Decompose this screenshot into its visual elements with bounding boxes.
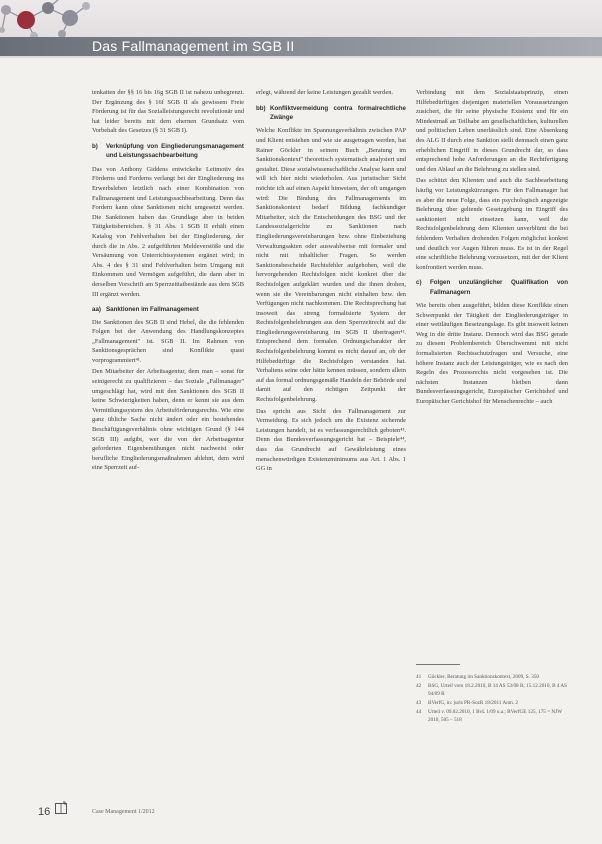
- subheading-bb: [256, 104, 406, 123]
- footnote-divider: [416, 664, 460, 665]
- subheading-aa: [92, 305, 244, 314]
- subheading-number: bb): [256, 104, 266, 112]
- footnote-number: 42: [416, 682, 422, 689]
- paragraph: erlegt, während der keine Leistungen gezahlt werden.: [256, 89, 393, 96]
- footnote: [416, 699, 568, 707]
- text-column-3: [416, 88, 568, 409]
- subheading-number: c): [416, 279, 422, 287]
- footnote-number: 44: [416, 708, 422, 715]
- paragraph: tenkatten der §§ 16 bis 16g SGB II ist nahezu unbegrenzt. Der Ergänzung des § 16f SGB II als gewissem Freie Förderung ist für das Sozialleistungsrecht revolutionär und hat leider bereits mit dem ehernen Grundsatz vom Vorbehalt des Gesetzes (§ 31 SGB I).: [92, 89, 244, 135]
- paragraph: Das schützt den Klienten und auch die Sachbearbeitung häufig vor Leistungskürzungen. Für den Fallmanager hat es aber die neue Folge, dass ein psychologisch angezeigte Belehrung über geltende Gesetzgebung im Eingriff des sanktioniert nicht einsetzen kann, weil die Rechtsfolgenbelehrung dem Klienten unverblümt die bei fehlendem Verhalten drohenden Folgen möglichst konkret und deutlich vor Augen führen muss. Es ist in der Regel eine schriftliche Belehrung vorzusetzen, mit der der Klient konfrontiert werden muss.: [416, 177, 568, 271]
- journal-name: Case Management 1/2012: [92, 809, 155, 815]
- footnote-text: Urteil v. 09.02.2010, 1 BvL 1/09 u.a.; BVerfGE 125, 175 = NJW 2010, 505 – 518: [428, 708, 562, 723]
- text-column-2: [256, 88, 406, 476]
- subheading-text: Sanktionen im Fallmanagement: [106, 306, 199, 314]
- page-number: 16: [38, 806, 51, 818]
- text-column-1: [92, 88, 244, 475]
- paragraph: Das von Anthony Giddens entwickelte Leitmotiv des Förderns und Forderns verlangt bei der Eingliederung ins Erwerbsleben letztlich nach einer Kombination von Fallmanagement und Leistungssachbearbeitung. Denn das Fordern kann ohne Sanktionen nicht umgesetzt werden. Die Sanktionen haben das Grundlage aber in beiden Tätigkeitsbereichen. § 31 Abs. 1 SGB II erhält einen Katalog von Fehlverhalten bei der Eingliederung, der durch die in Abs. 2 aufgeführten Meldeverstöße und die Versäumung von Unterrichtssystemen ergänzt wird; in Abs. 4 des § 31 sind Fehlverhalten beim Umgang mit Einkommen und Vermögen aufgeführt, die dann aber in derselben Vorschrift am Sperrzeittatbestände aus dem SGB III ergänzt werden.: [92, 165, 244, 298]
- paragraph: Wie bereits oben ausgeführt, bilden diese Konflikte einen Schwerpunkt der Tätigkeit der Eingliederungsträger in einer weitläufigen Besetzungslage. Es gibt insoweit keinen Weg in die dritte Instanz. Dennoch wird das BSG gerade zu diesem Problembereich Überschwemmt mit nicht formalisierten Rechtsschutzfragen und Versuche, eine höhere Instanz auch der Leistungsträger, wie es nach den Regeln des Prozessrechts nicht vorgesehen ist. Die nächsten Instanzen bleiben dann Bundesverfassungsgericht, Europäischer Gerichtshof und Europäischer Gerichtshof für Menschenrechte – auch: [416, 302, 568, 406]
- footnote: [416, 708, 568, 725]
- subheading-b: [92, 142, 244, 161]
- footnote-number: 41: [416, 674, 422, 680]
- header-banner: [0, 0, 602, 58]
- paragraph: Verbindung mit dem Sozialstaatsprinzip, einen Hilfebedürftigen diejenigen materiellen Voraussetzungen zusichert, die für seine physische Existenz und für ein Mindestmaß an Teilhabe am gesellschaftlichen, kulturellen und politischen Leben unerlässlich sind. Eine Absenkung des ALG II durch eine Sanktion stellt demnach einen ganz erheblichen Eingriff in dieses Grundrecht dar, so dass entsprechend hohe Anforderungen an die Rechtfertigung und den Ablauf an die Belehrung zu stellen sind.: [416, 89, 568, 173]
- subheading-text: Verknüpfung von Eingliederungsmanagement und Leistungssachbearbeitung: [106, 142, 244, 160]
- paragraph: Welche Konflikte im Spannungsverhältnis zwischen PAP und Klient entstehen und wie sie ausgetragen werden, hat Rainer Göckler in seinem Buch „Beratung im Sanktionskontext" theoretisch systematisch analysiert und gestaltet. Diese sozialwissenschaftliche Analyse kann und will ich hier nicht wiederholen. Aus juristischer Sicht möchte ich auf einen Aspekt hinweisen, der oft umgangen wird: Die Bindung des Fallmanagements im Sanktionskontext bedarf Bildung fachkundiger Mitarbeiter, sich die Entscheidungen des BSG und der Landessozialgerichte zu Sanktionen nach Eingliederungsvereinbarungen bzw. ohne Einbeziehung Verwaltungsakten oder auswahlweise mit formaler und nicht mit inhaltlicher Fragen. So werden Sanktionsbescheide Rechtsfehler aufgehoben, weil die hervorgehenden Rechtsfolgen nicht konkret über die Rechtsfolgen aufgeklärt wurden und die ihnen drohen, wenn sie die Vereinbarungen nicht einhalten bzw. den Verfügungen nicht nachkommen. Die Rechtsprechung hat insoweit das streng formalisierte System der Rechtsfolgenbelehrungen aus dem Sperrzeitrecht auf die Eingliederungsvereinbarung im SGB II übertragen⁴². Entsprechend dem formalen Ordnungscharakter der Rechtsfolgenbelehrung kommt es nicht darauf an, ob der Hilfebedürftige die Rechtsfolgen verstanden hat. Verhaltens seine oder hätte kennen müssen, sondern allein auf das formal ordnungsgemäße Handeln der Behörde und damit auf den richtigen Zeitpunkt der Rechtsfolgenbelehrung.: [256, 127, 406, 404]
- subheading-text: Folgen unzulänglicher Qualifikation von Fallmanagern: [430, 279, 568, 296]
- footnotes: [416, 664, 568, 725]
- footnote-number: 43: [416, 699, 422, 706]
- subheading-text: Konfliktvermeidung contra formalrechtliche Zwänge: [270, 104, 406, 121]
- footnote-text: BVerfG, in: juris PR-SozR 18/2011 Anm. 2: [428, 699, 519, 706]
- paragraph: Den Mitarbeiter der Arbeitsagentur, dem man – sonst für seinigerecht zu qualifizieren – das Soziale „Fallmanager" umgeschlägt hat, wird mit den Sanktionen des SGB II keine Schwierigkeiten haben, denn er kennt sie aus dem Vermittlungssystem des Arbeitsförderungsrechts. Wie eine ganz übliche Sache nicht ändert oder ein bestehendes Beschäftigungsverhältnis ohne wichtigen Grund (§ 144 SGB III) aufgibt, wer die von der Arbeitsagentur geforderten Eigenbemühungen nicht nachweist oder berufliche Eingliederungsmaßnahmen ablehnt, dem wird eine Sperrzeit auf-: [92, 368, 244, 472]
- title-bar: [0, 37, 602, 56]
- paragraph: Die Sanktionen des SGB II sind Hebel, die die fehlenden Folgen bei der Anwendung des Handlungskonzeptes „Fallmanagement" ist. SGB II. Im Rahmen von Sanktionsgesprächen sind Konflikte quasi vorprogrammiert⁴¹.: [92, 318, 244, 364]
- footnote-text: Göckler, Beratung im Sanktionskontext, 2009, S. 350: [428, 674, 540, 680]
- book-icon: [54, 801, 68, 815]
- subheading-c: [416, 278, 568, 297]
- subheading-number: aa): [92, 306, 101, 314]
- footnote: [416, 682, 568, 699]
- paragraph: Das spricht aus Sicht des Fallmanagement zur Vermeidung. Es sich jedoch um die Existenz sichernde Leistungen handelt, ist es verfassungsrechtlich geboten⁴³. Denn das Bundesverfassungsgericht hat – Beispiele⁴⁴, dass das Grundrecht auf Gewährleistung eines menschenwürdigen Existenzminimums aus Art. 1 Abs. 1 GG in: [256, 407, 406, 473]
- footnote: [416, 673, 568, 681]
- molecule-graphic: [0, 0, 90, 40]
- subheading-number: b): [92, 142, 98, 150]
- footnote-text: BSG, Urteil vom 18.2.2010, B 14 AS 53/08 R; 15.12.2010, B 4 AS 94/09 R: [428, 682, 568, 698]
- section-title: Das Fallmanagement im SGB II: [92, 38, 295, 54]
